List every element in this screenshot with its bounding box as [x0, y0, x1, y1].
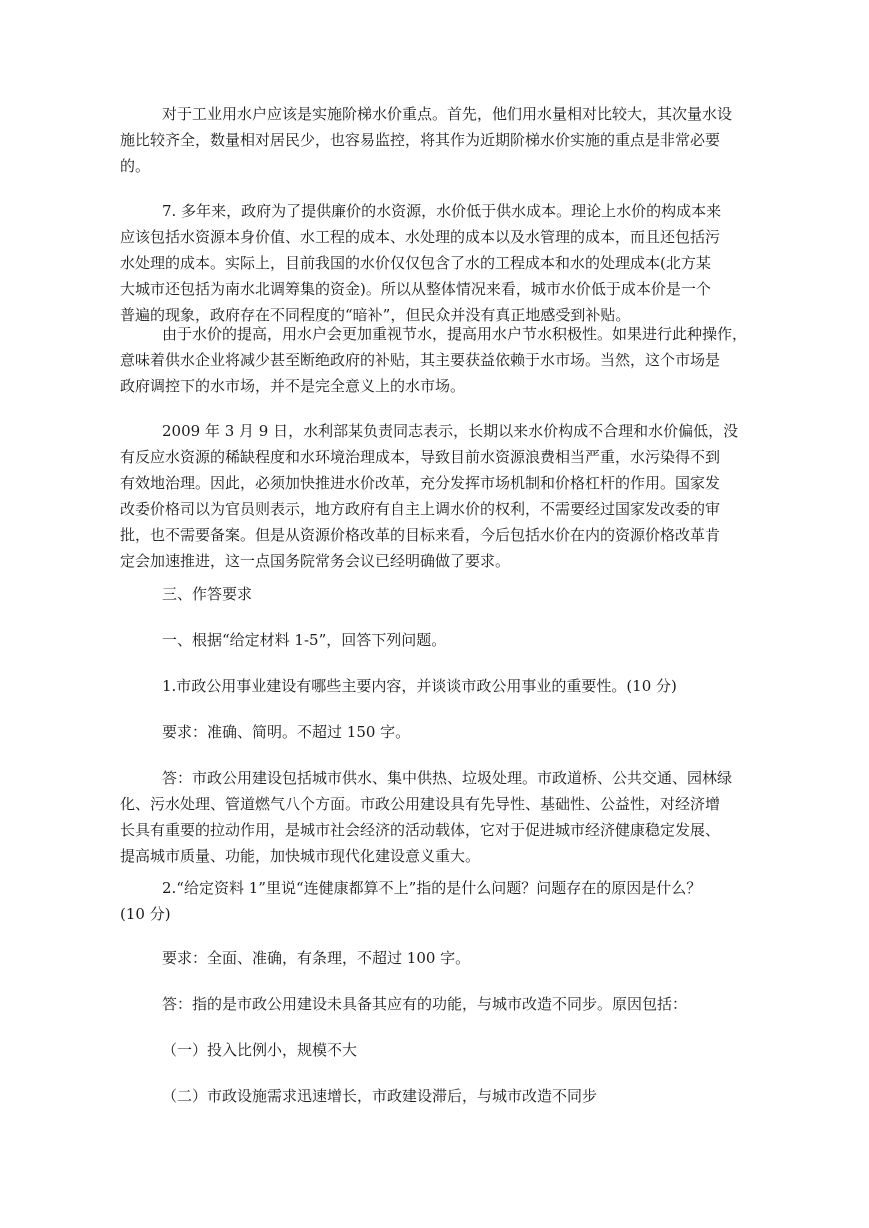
- answer-1-line-3: 长具有重要的拉动作用，是城市社会经济的活动载体，它对于促进城市经济健康稳定发展、: [120, 821, 721, 839]
- para-item-7-line-5: 普遍的现象，政府存在不同程度的“暗补”，但民众并没有真正地感受到补贴。: [120, 306, 631, 324]
- answer-2-point-2-line-1: （二）市政设施需求迅速增长，市政建设滞后，与城市改造不同步: [162, 1087, 598, 1105]
- para-price-increase-line-2: 意味着供水企业将减少甚至断绝政府的补贴，其主要获益依赖于水市场。当然，这个市场是: [120, 351, 721, 369]
- para-price-increase-line-1: 由于水价的提高，用水户会更加重视节水，提高用水户节水积极性。如果进行此种操作，: [162, 325, 748, 343]
- question-2-line-2: (10 分): [120, 905, 171, 923]
- requirement-2-line-1: 要求：全面、准确，有条理，不超过 100 字。: [162, 949, 471, 967]
- para-item-7-line-2: 应该包括水资源本身价值、水工程的成本、水处理的成本以及水管理的成本，而且还包括污: [120, 228, 721, 246]
- answer-1-line-1: 答：市政公用建设包括城市供水、集中供热、垃圾处理。市政道桥、公共交通、园林绿: [162, 769, 733, 787]
- heading-answer-requirements-line-1: 三、作答要求: [162, 585, 253, 603]
- question-1-line-1: 1.市政公用事业建设有哪些主要内容，并谈谈市政公用事业的重要性。(10 分): [162, 677, 677, 695]
- para-item-7-line-1: 7. 多年来，政府为了提供廉价的水资源，水价低于供水成本。理论上水价的构成本来: [162, 202, 722, 220]
- answer-1-line-2: 化、污水处理、管道燃气八个方面。市政公用建设具有先导性、基础性、公益性，对经济增: [120, 795, 721, 813]
- para-2009-line-5: 批，也不需要备案。但是从资源价格改革的目标来看，今后包括水价在内的资源价格改革肯: [120, 526, 721, 544]
- requirement-1-line-1: 要求：准确、简明。不超过 150 字。: [162, 723, 411, 741]
- para-industrial-water-line-1: 对于工业用水户应该是实施阶梯水价重点。首先，他们用水量相对比较大，其次量水设: [162, 105, 733, 123]
- para-2009-line-2: 有反应水资源的稀缺程度和水环境治理成本，导致目前水资源浪费相当严重，水污染得不到: [120, 448, 721, 466]
- heading-part-one-line-1: 一、根据“给定材料 1-5”，回答下列问题。: [162, 631, 447, 649]
- para-2009-line-1: 2009 年 3 月 9 日，水利部某负责同志表示，长期以来水价构成不合理和水价偏低，没: [162, 422, 739, 440]
- para-2009-line-4: 改委价格司以为官员则表示，地方政府有自主上调水价的权利，不需要经过国家发改委的审: [120, 500, 721, 518]
- para-item-7-line-3: 水处理的成本。实际上，目前我国的水价仅仅包含了水的工程成本和水的处理成本(北方某: [120, 254, 711, 272]
- para-item-7-line-4: 大城市还包括为南水北调筹集的资金)。所以从整体情况来看，城市水价低于成本价是一个: [120, 280, 711, 298]
- para-2009-line-6: 定会加速推进，这一点国务院常务会议已经明确做了要求。: [120, 552, 511, 570]
- answer-2-point-1-line-1: （一）投入比例小，规模不大: [162, 1041, 358, 1059]
- question-2-line-1: 2.“给定资料 1”里说“连健康都算不上”指的是什么问题？问题存在的原因是什么？: [162, 879, 702, 897]
- para-2009-line-3: 有效地治理。因此，必须加快推进水价改革，充分发挥市场机制和价格杠杆的作用。国家发: [120, 474, 721, 492]
- answer-1-line-4: 提高城市质量、功能，加快城市现代化建设意义重大。: [120, 847, 481, 865]
- para-price-increase-line-3: 政府调控下的水市场，并不是完全意义上的水市场。: [120, 377, 466, 395]
- answer-2-line-1: 答：指的是市政公用建设未具备其应有的功能，与城市改造不同步。原因包括：: [162, 995, 688, 1013]
- para-industrial-water-line-2: 施比较齐全，数量相对居民少，也容易监控，将其作为近期阶梯水价实施的重点是非常必要: [120, 131, 721, 149]
- para-industrial-water-line-3: 的。: [120, 157, 151, 175]
